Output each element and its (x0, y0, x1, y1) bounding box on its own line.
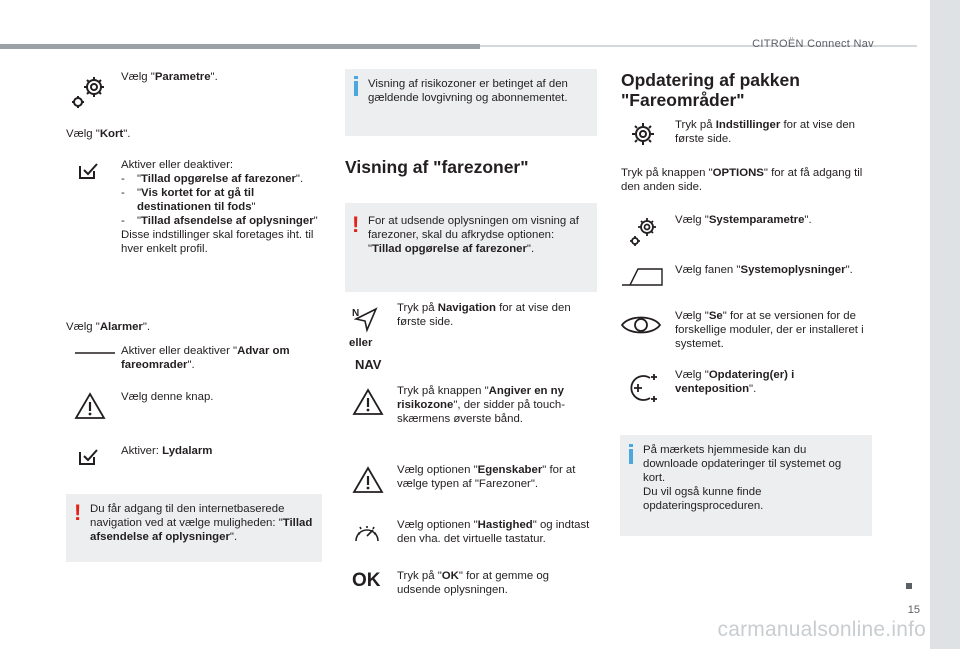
section-title: Opdatering af pakken "Fareområder" (621, 70, 800, 110)
step-angiver: Tryk på knappen "Angiver en ny risikozone", der sidder på touch-skærmens øverste bånd. (397, 385, 566, 425)
toggle-bar-icon (73, 348, 117, 358)
info-icon (354, 81, 358, 96)
warning-triangle-icon (74, 392, 106, 420)
warning-box (345, 203, 597, 292)
activate-note: Disse indstillinger skal foretages iht. til hver enkelt profil. (121, 229, 314, 255)
exclamation-icon: ! (352, 212, 360, 237)
step-ok: Tryk på "OK" for at gemme og udsende oplysningen. (397, 570, 550, 596)
warning-box (66, 494, 322, 562)
settings-gear-icon (628, 119, 658, 149)
update-plus-icon (624, 370, 660, 406)
step-alarmer: Vælg "Alarmer". (66, 321, 151, 333)
navigation-arrow-icon (352, 305, 380, 333)
info-icon (629, 449, 633, 464)
step-egenskaber: Vælg optionen "Egenskaber" for at vælge typen af "Farezoner". (397, 464, 576, 490)
ok-button-label: OK (352, 570, 381, 591)
step-systemoplysninger: Vælg fanen "Systemoplysninger". (675, 264, 853, 276)
step-parametre: Vælg "Parametre". (121, 71, 218, 83)
warning-box-text: Du får adgang til den internetbaserede navigation ved at vælge muligheden: "Tillad afsendelse af oplysninger". (90, 503, 313, 543)
activate-intro: Aktiver eller deaktiver: (121, 159, 234, 171)
info-box-text: Visning af risikozoner er betinget af den gældende lovgivning og abonnementet. (368, 78, 568, 104)
info-icon-dot (629, 444, 633, 447)
or-label: eller (349, 337, 373, 349)
info-icon-dot (354, 76, 358, 79)
settings-gears-icon (628, 215, 662, 247)
step-indstillinger: Tryk på Indstillinger for at vise den første side. (675, 119, 855, 145)
step-se: Vælg "Se" for at se versionen for de forskellige moduler, der er installeret i systemet. (675, 310, 864, 350)
tab-icon (620, 265, 664, 289)
speedometer-icon (352, 521, 382, 547)
checkbox-icon (78, 162, 100, 180)
checkbox-icon (78, 448, 100, 466)
step-options: Tryk på knappen "OPTIONS" for at få adgang til den anden side. (621, 167, 863, 193)
step-hastighed: Vælg optionen "Hastighed" og indtast den vha. det virtuelle tastatur. (397, 519, 590, 545)
warning-box-text: For at udsende oplysningen om visning af farezoner, skal du afkrydse optionen: "Tillad opgørelse af farezoner". (368, 215, 579, 255)
nav-button-label: NAV (355, 357, 382, 372)
exclamation-icon: ! (74, 500, 82, 525)
step-advar: Aktiver eller deaktiver "Advar om fareomrader". (121, 345, 290, 371)
watermark: carmanualsonline.info (717, 618, 926, 641)
step-kort: Vælg "Kort". (66, 128, 131, 140)
step-systemparametre: Vælg "Systemparametre". (675, 214, 812, 226)
warning-triangle-icon (352, 388, 384, 416)
settings-gears-icon (70, 70, 112, 110)
step-lydalarm: Aktiver: Lydalarm (121, 445, 213, 457)
page-header: CITROËN Connect Nav (752, 38, 874, 50)
page-marker (906, 583, 912, 589)
info-box-text: På mærkets hjemmeside kan du downloade opdateringer til systemet og kort. Du vil også kunne finde opdateringsproceduren. (643, 444, 842, 512)
step-navigation: Tryk på Navigation for at vise den første side. (397, 302, 571, 328)
page-sidebar (930, 0, 960, 649)
info-box (620, 435, 872, 536)
info-box (345, 69, 597, 136)
header-rule (0, 44, 480, 49)
step-knap: Vælg denne knap. (121, 391, 214, 403)
svg-text:N: N (352, 308, 360, 319)
step-opdatering: Vælg "Opdatering(er) i venteposition". (675, 369, 795, 395)
warning-triangle-icon (352, 466, 384, 494)
eye-icon (620, 312, 662, 338)
activate-item: - "Tillad opgørelse af farezoner". (121, 172, 321, 186)
page-number: 15 (907, 604, 920, 616)
activate-block (121, 158, 321, 256)
section-title: Visning af "farezoner" (345, 157, 529, 177)
activate-item: - "Tillad afsendelse af oplysninger" (121, 214, 321, 228)
activate-item: - "Vis kortet for at gå til destinationen til fods" (121, 186, 321, 214)
